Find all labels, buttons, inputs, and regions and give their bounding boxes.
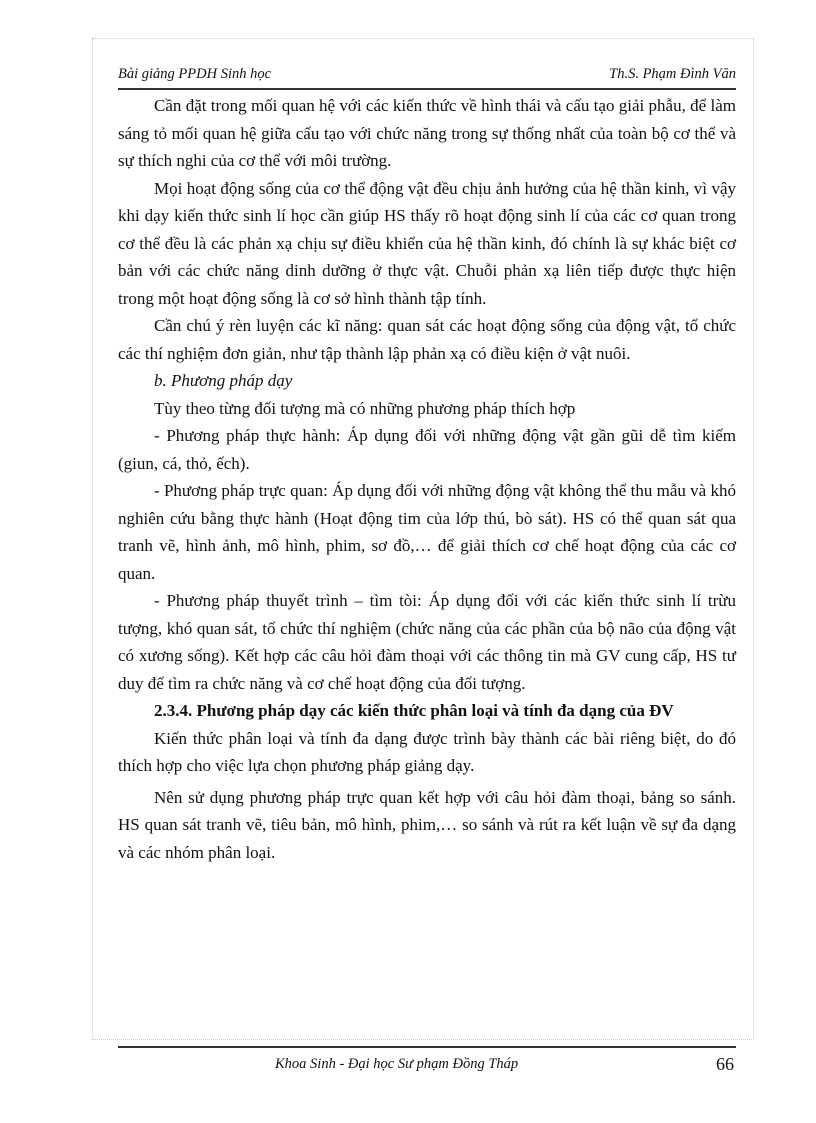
paragraph: Nên sử dụng phương pháp trực quan kết hợp với câu hỏi đàm thoại, bảng so sánh. HS quan sát tranh vẽ, tiêu bản, mô hình, phim,… so sánh và rút ra kết luận về sự đa dạng và các nhóm phân loại. xyxy=(118,787,736,862)
header-course-title: Bài giảng PPDH Sinh học xyxy=(118,66,272,82)
paragraph: Cần đặt trong mối quan hệ với các kiến thức về hình thái và cấu tạo giải phẫu, để làm sáng tỏ mối quan hệ giữa cấu tạo với chức năng trong sự thống nhất của toàn bộ cơ thể và sự thích nghi của cơ thể với môi trường. xyxy=(118,96,736,170)
paragraph: Mọi hoạt động sống của cơ thể động vật đều chịu ảnh hưởng của hệ thần kinh, vì vậy khi dạy kiến thức sinh lí học cần giúp HS thấy rõ hoạt động sinh lí của các cơ quan trong cơ thể đều là các phản xạ chịu sự điều khiển của hệ thần kinh, đó chính là sự khác biệt cơ bản với các chức năng dinh dưỡng ở thực vật. Chuỗi phản xạ liên tiếp được thực hiện trong một hoạt động sống là cơ sở hình thành tập tính. xyxy=(118,178,736,308)
footer-divider xyxy=(118,1046,736,1048)
subsection-title: b. Phương pháp dạy xyxy=(154,371,293,390)
header-divider xyxy=(118,88,736,90)
list-item: - Phương pháp thuyết trình – tìm tòi: Áp dụng đối với các kiến thức sinh lí trừu tượng, khó quan sát, tổ chức thí nghiệm (chức năng của các phần của bộ não của động vật có xương sống). Kết hợp các câu hỏi đàm thoại với các thông tin mà GV cung cấp, HS tư duy để tìm ra chức năng và cơ chế hoạt động của đối tượng. xyxy=(118,591,736,693)
list-item: - Phương pháp thực hành: Áp dụng đối với những động vật gần gũi dễ tìm kiếm (giun, cá, thỏ, ếch). xyxy=(118,426,736,473)
page-number: 66 xyxy=(716,1054,734,1074)
footer-institution: Khoa Sinh - Đại học Sư phạm Đồng Tháp xyxy=(275,1056,519,1072)
paragraph: Cần chú ý rèn luyện các kĩ năng: quan sát các hoạt động sống của động vật, tổ chức các thí nghiệm đơn giản, như tập thành lập phản xạ có điều kiện ở vật nuôi. xyxy=(118,316,736,363)
paragraph: Tùy theo từng đối tượng mà có những phương pháp thích hợp xyxy=(154,398,576,418)
section-heading: 2.3.4. Phương pháp dạy các kiến thức phân loại và tính đa dạng của ĐV xyxy=(154,701,674,720)
page-header xyxy=(118,66,736,88)
list-item: - Phương pháp trực quan: Áp dụng đối với những động vật không thể thu mẫu và khó nghiên cứu bằng thực hành (Hoạt động tim của lớp thú, bò sát). HS có thể quan sát qua tranh vẽ, hình ảnh, mô hình, phim, sơ đồ,… để giải thích cơ chế hoạt động của các cơ quan. xyxy=(118,481,736,583)
paragraph: Kiến thức phân loại và tính đa dạng được trình bày thành các bài riêng biệt, do đó thích hợp cho việc lựa chọn phương pháp giảng dạy. xyxy=(118,728,736,775)
page-body xyxy=(118,92,736,866)
header-author: Th.S. Phạm Đình Văn xyxy=(609,66,736,82)
